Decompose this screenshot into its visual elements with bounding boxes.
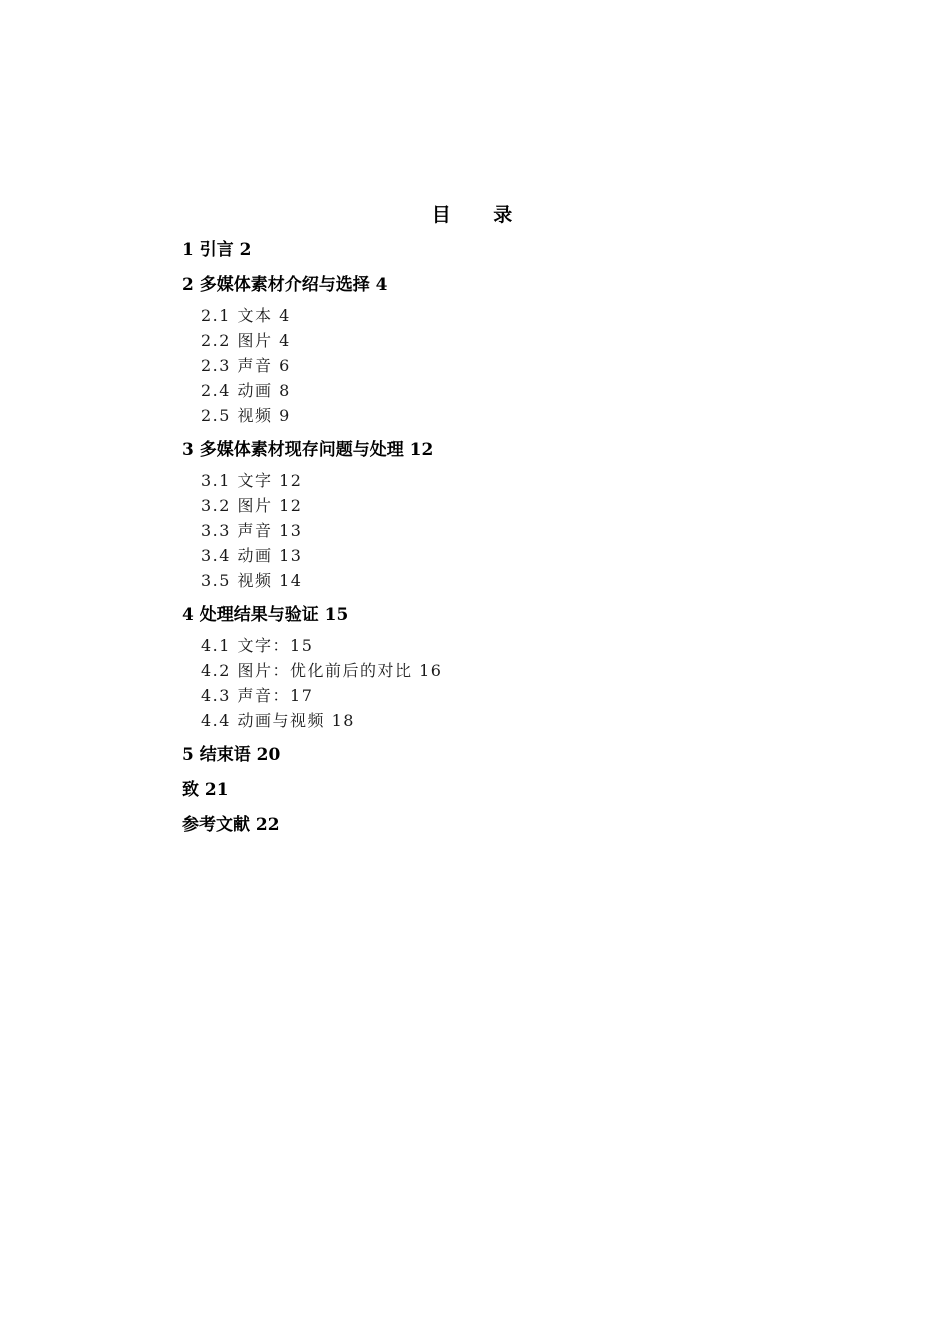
toc-chapter-1[interactable]: 1 引言 2	[182, 240, 252, 260]
toc-references[interactable]: 参考文献 22	[182, 815, 280, 835]
toc-section-3-1[interactable]: 3.1 文字 12	[201, 471, 303, 490]
toc-section-3-3[interactable]: 3.3 声音 13	[201, 521, 303, 540]
toc-section-2-2[interactable]: 2.2 图片 4	[201, 331, 291, 350]
toc-section-3-2[interactable]: 3.2 图片 12	[201, 496, 303, 515]
toc-section-4-2[interactable]: 4.2 图片：优化前后的对比 16	[201, 661, 443, 680]
toc-section-3-4[interactable]: 3.4 动画 13	[201, 546, 303, 565]
toc-section-2-1[interactable]: 2.1 文本 4	[201, 306, 291, 325]
toc-chapter-4[interactable]: 4 处理结果与验证 15	[182, 605, 349, 625]
toc-section-3-5[interactable]: 3.5 视频 14	[201, 571, 303, 590]
toc-chapter-3-sections	[201, 468, 782, 593]
toc-chapter-2[interactable]: 2 多媒体素材介绍与选择 4	[182, 275, 388, 295]
toc-section-2-3[interactable]: 2.3 声音 6	[201, 356, 291, 375]
toc-section-2-5[interactable]: 2.5 视频 9	[201, 406, 291, 425]
toc-chapter-2-sections	[201, 303, 782, 428]
toc-section-4-4[interactable]: 4.4 动画与视频 18	[201, 711, 355, 730]
toc-chapter-3[interactable]: 3 多媒体素材现存问题与处理 12	[182, 440, 434, 460]
toc-title: 目 录	[431, 204, 531, 226]
toc-section-4-3[interactable]: 4.3 声音：17	[201, 686, 314, 705]
toc-chapter-4-sections	[201, 633, 782, 733]
table-of-contents	[182, 237, 782, 847]
toc-chapter-5[interactable]: 5 结束语 20	[182, 745, 281, 765]
toc-acknowledgements[interactable]: 致 21	[182, 780, 229, 800]
toc-section-4-1[interactable]: 4.1 文字：15	[201, 636, 314, 655]
toc-section-2-4[interactable]: 2.4 动画 8	[201, 381, 291, 400]
